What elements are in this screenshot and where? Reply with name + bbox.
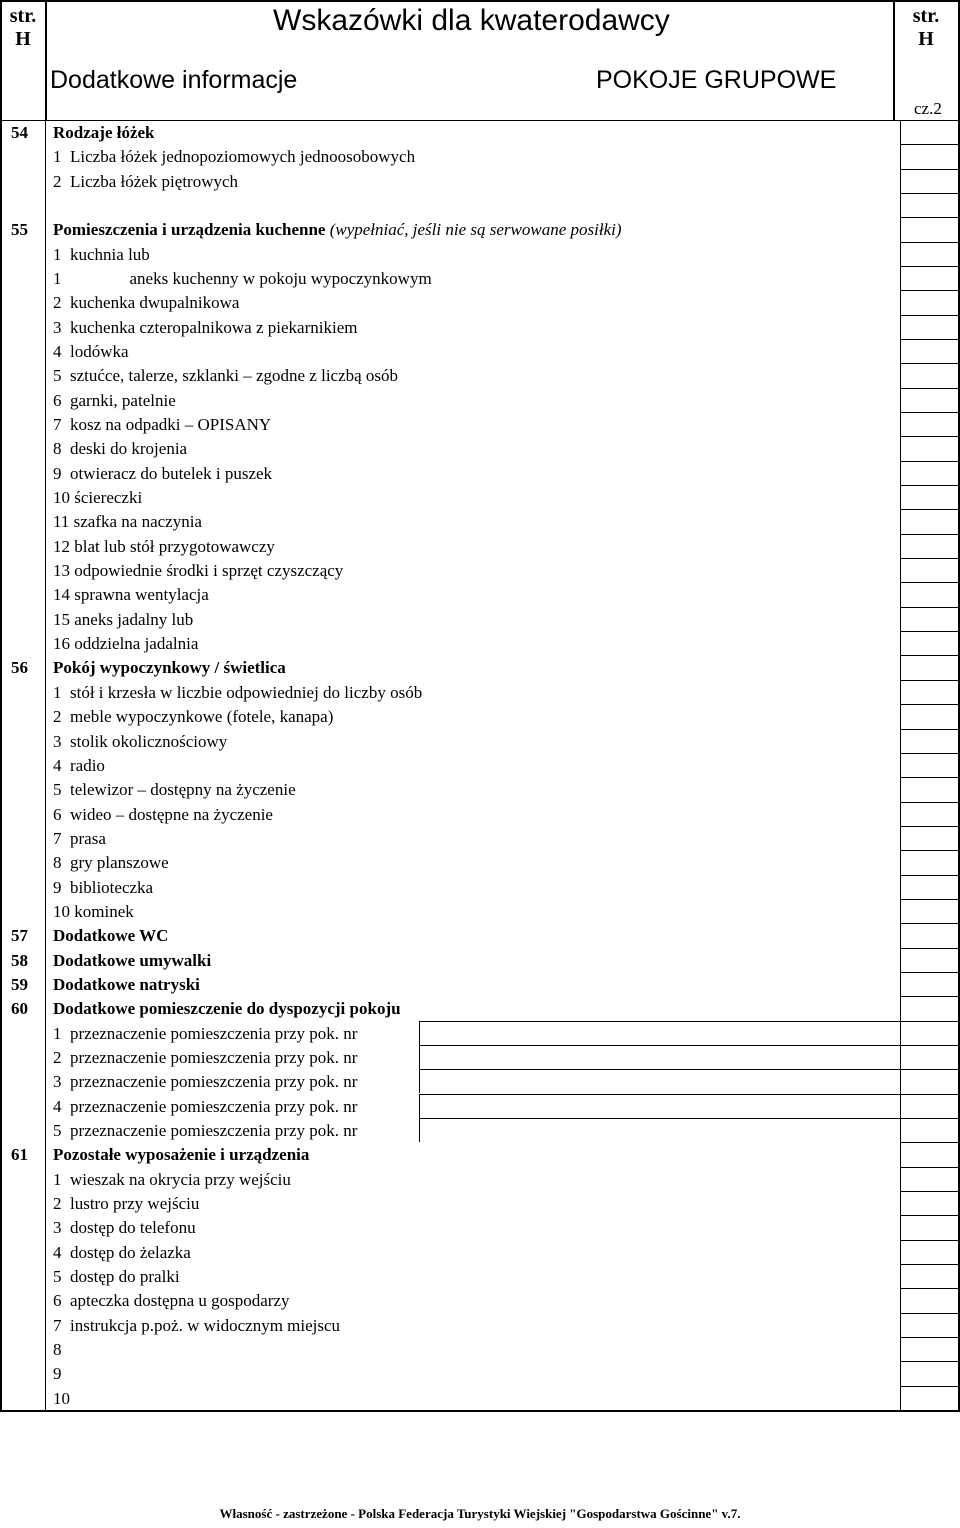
footer: Własność - zastrzeżone - Polska Federacja Turystyki Wiejskiej "Gospodarstwa Gościnne" v.7.: [219, 1506, 741, 1521]
row-label: 2 meble wypoczynkowe (fotele, kanapa): [53, 707, 334, 726]
answer-cell-border: [900, 1410, 960, 1411]
table-top-border: [0, 120, 960, 121]
answer-cell-border: [900, 777, 960, 778]
row-label: Pomieszczenia i urządzenia kuchenne: [53, 220, 330, 239]
answer-cell-border: [900, 875, 960, 876]
answer-cell-border: [900, 972, 960, 973]
row-label: 1 wieszak na okrycia przy wejściu: [53, 1170, 291, 1189]
answer-cell-border: [900, 802, 960, 803]
row-label: Pozostałe wyposażenie i urządzenia: [53, 1145, 310, 1164]
row-number: 55: [11, 220, 28, 239]
answer-cell-border: [900, 290, 960, 291]
row-label: 10: [53, 1389, 70, 1408]
answer-cell-border: [900, 1288, 960, 1289]
answer-cell-border: [900, 704, 960, 705]
row-label: 1 stół i krzesła w liczbie odpowiedniej do liczby osób: [53, 683, 423, 702]
answer-cell-border: [900, 388, 960, 389]
row-label: 16 oddzielna jadalnia: [53, 634, 199, 653]
answer-cell-border: [900, 339, 960, 340]
row-label: 4 radio: [53, 756, 105, 775]
row-label: 8 gry planszowe: [53, 853, 169, 872]
row-label: 1 kuchnia lub: [53, 245, 150, 264]
room-number-field[interactable]: [419, 1045, 900, 1069]
document-category: POKOJE GRUPOWE: [596, 66, 837, 94]
row-label: 4 przeznaczenie pomieszczenia przy pok. nr: [53, 1097, 358, 1116]
answer-cell-border: [900, 193, 960, 194]
answer-cell-border: [900, 1118, 960, 1119]
answer-cell-border: [900, 1386, 960, 1387]
table-bottom-border: [0, 1410, 960, 1412]
row-label: 2 przeznaczenie pomieszczenia przy pok. nr: [53, 1048, 358, 1067]
row-label: 9: [53, 1364, 62, 1383]
answer-cell-border: [900, 144, 960, 145]
row-label: 12 blat lub stół przygotowawczy: [53, 537, 275, 556]
page-label-right: str.: [912, 5, 940, 27]
answer-cell-border: [900, 948, 960, 949]
answer-cell-border: [900, 1142, 960, 1143]
answer-cell-border: [900, 582, 960, 583]
row-number: 56: [11, 658, 28, 677]
row-label: 10 kominek: [53, 902, 134, 921]
row-label: Dodatkowe natryski: [53, 975, 200, 994]
answer-cell-border: [900, 363, 960, 364]
answer-cell-border: [900, 558, 960, 559]
answer-cell-border: [900, 655, 960, 656]
row-label: 7 kosz na odpadki – OPISANY: [53, 415, 272, 434]
row-label: 1 aneks kuchenny w pokoju wypoczynkowym: [53, 269, 432, 288]
answer-cell-border: [900, 607, 960, 608]
answer-cell-border: [900, 242, 960, 243]
row-label: 5 sztućce, talerze, szklanki – zgodne z liczbą osób: [53, 366, 399, 385]
row-label: 8: [53, 1340, 62, 1359]
row-number: 60: [11, 999, 28, 1018]
row-label: 3 kuchenka czteropalnikowa z piekarnikiem: [53, 318, 358, 337]
row-label: 2 Liczba łóżek piętrowych: [53, 172, 239, 191]
row-label: 14 sprawna wentylacja: [53, 585, 209, 604]
row-label: 5 dostęp do pralki: [53, 1267, 180, 1286]
answer-cell-border: [900, 753, 960, 754]
header-top-border: [0, 0, 960, 2]
answer-cell-border: [900, 631, 960, 632]
row-label: 11 szafka na naczynia: [53, 512, 202, 531]
answer-cell-border: [900, 729, 960, 730]
answer-cell-border: [900, 1094, 960, 1095]
room-number-field[interactable]: [419, 1094, 900, 1118]
answer-cell-border: [900, 996, 960, 997]
room-number-field[interactable]: [419, 1069, 900, 1093]
page-label-left: str.: [9, 5, 37, 27]
answer-cell-border: [900, 1021, 960, 1022]
row-label: 7 instrukcja p.poż. w widocznym miejscu: [53, 1316, 341, 1335]
document-subtitle: Dodatkowe informacje: [50, 66, 298, 94]
row-label: Dodatkowe WC: [53, 926, 169, 945]
row-label: 2 kuchenka dwupalnikowa: [53, 293, 240, 312]
row-label: 3 stolik okolicznościowy: [53, 732, 228, 751]
row-label: 6 garnki, patelnie: [53, 391, 176, 410]
row-label: 2 lustro przy wejściu: [53, 1194, 200, 1213]
row-label: 9 otwieracz do butelek i puszek: [53, 464, 273, 483]
row-label: 5 przeznaczenie pomieszczenia przy pok. nr: [53, 1121, 358, 1140]
row-label: Pokój wypoczynkowy / świetlica: [53, 658, 286, 677]
row-label: 3 dostęp do telefonu: [53, 1218, 196, 1237]
row-label: 4 dostęp do żelazka: [53, 1243, 191, 1262]
answer-cell-border: [900, 534, 960, 535]
row-label: Rodzaje łóżek: [53, 123, 155, 142]
row-number: 59: [11, 975, 28, 994]
answer-cell-border: [900, 680, 960, 681]
page-number-right: H: [918, 28, 934, 50]
answer-cell-border: [900, 509, 960, 510]
answer-cell-border: [900, 266, 960, 267]
answer-cell-border: [900, 1215, 960, 1216]
answer-cell-border: [900, 1240, 960, 1241]
row-label: Dodatkowe umywalki: [53, 951, 212, 970]
row-label: 6 apteczka dostępna u gospodarzy: [53, 1291, 290, 1310]
row-label: 4 lodówka: [53, 342, 129, 361]
room-number-field[interactable]: [419, 1021, 900, 1045]
row-label: 5 telewizor – dostępny na życzenie: [53, 780, 296, 799]
answer-column-divider: [900, 120, 901, 1410]
answer-cell-border: [900, 169, 960, 170]
row-number: 54: [11, 123, 28, 142]
answer-cell-border: [900, 315, 960, 316]
answer-cell-border: [900, 850, 960, 851]
row-number: 57: [11, 926, 28, 945]
row-label: 10 ściereczki: [53, 488, 143, 507]
answer-cell-border: [900, 1361, 960, 1362]
row-label: 13 odpowiednie środki i sprzęt czyszczący: [53, 561, 344, 580]
room-number-field[interactable]: [419, 1118, 900, 1142]
answer-cell-border: [900, 461, 960, 462]
row-label: 7 prasa: [53, 829, 106, 848]
row-label: 8 deski do krojenia: [53, 439, 188, 458]
row-label: 15 aneks jadalny lub: [53, 610, 194, 629]
answer-cell-border: [900, 1337, 960, 1338]
row-label: Dodatkowe pomieszczenie do dyspozycji pokoju: [53, 999, 401, 1018]
row-label: 9 biblioteczka: [53, 878, 154, 897]
answer-cell-border: [900, 217, 960, 218]
part-indicator: cz.2: [914, 99, 942, 118]
answer-cell-border: [900, 1045, 960, 1046]
answer-cell-border: [900, 826, 960, 827]
answer-cell-border: [900, 1069, 960, 1070]
row-number: 61: [11, 1145, 28, 1164]
table-left-border: [0, 120, 2, 1410]
answer-cell-border: [900, 1313, 960, 1314]
answer-cell-border: [900, 1191, 960, 1192]
row-label-with-note: [53, 221, 622, 238]
answer-cell-border: [900, 412, 960, 413]
document-title: Wskazówki dla kwaterodawcy: [273, 4, 670, 37]
answer-cell-border: [900, 923, 960, 924]
answer-cell-border: [900, 436, 960, 437]
row-label: 1 przeznaczenie pomieszczenia przy pok. nr: [53, 1024, 358, 1043]
answer-cell-border: [900, 1167, 960, 1168]
row-label: 6 wideo – dostępne na życzenie: [53, 805, 273, 824]
number-column-divider: [45, 120, 46, 1410]
row-number: 58: [11, 951, 28, 970]
page-number-left: H: [15, 28, 31, 50]
row-note: (wypełniać, jeśli nie są serwowane posiłki): [329, 220, 622, 239]
answer-cell-border: [900, 1264, 960, 1265]
row-label: 1 Liczba łóżek jednopoziomowych jednoosobowych: [53, 147, 416, 166]
answer-cell-border: [900, 485, 960, 486]
row-label: 3 przeznaczenie pomieszczenia przy pok. nr: [53, 1072, 358, 1091]
answer-cell-border: [900, 899, 960, 900]
